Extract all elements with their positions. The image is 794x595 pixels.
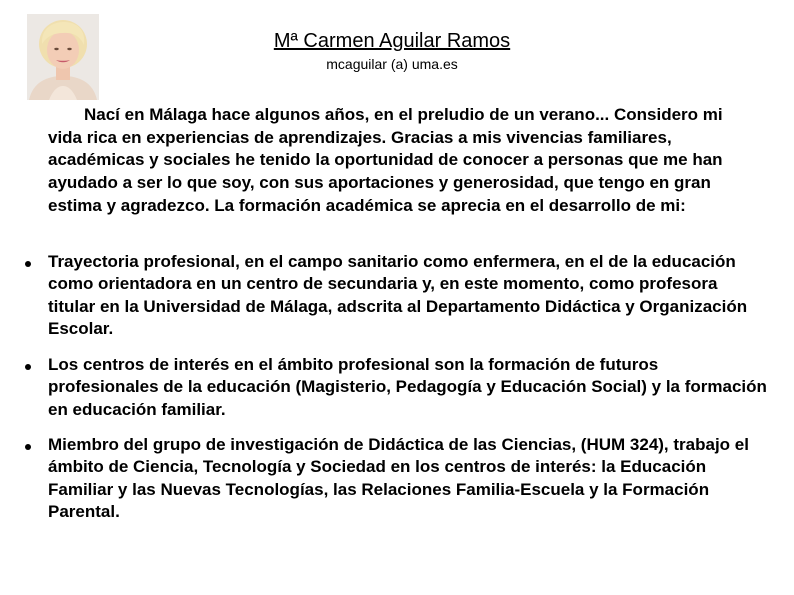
list-item-text: Trayectoria profesional, en el campo sanitario como enfermera, en el de la educación como orientadora en un centro de secundaria y, en este momento, como profesora titular en la Universidad de Málaga, adscrita al Departamento Didáctica y Organización Escolar. (48, 252, 748, 338)
bullet-icon (25, 444, 31, 450)
bullet-icon (25, 261, 31, 267)
list-item (48, 434, 768, 523)
contact-email: mcaguilar (a) uma.es (326, 56, 458, 72)
list-item (48, 354, 768, 421)
list-item (48, 251, 768, 340)
page-title: Mª Carmen Aguilar Ramos (273, 30, 511, 52)
bullet-icon (25, 364, 31, 370)
intro-paragraph: Nací en Málaga hace algunos años, en el preludio de un verano... Considero mi vida rica en experiencias de aprendizajes. Gracias a mis vivencias familiares, académicas y sociales he tenido la oportunidad de conocer a personas que me han ayudado a ser lo que soy, con sus aportaciones y generosidad, que tengo en gran estima y agradezco. La formación académica se aprecia en el desarrollo de mi: (48, 105, 723, 215)
list-item-text: Miembro del grupo de investigación de Didáctica de las Ciencias, (HUM 324), trabajo el ámbito de Ciencia, Tecnología y Sociedad en los centros de interés: la Educación Familiar y las Nuevas Tecnologías, las Relaciones Familia-Escuela y la Formación Parental. (48, 435, 749, 521)
list-item-text: Los centros de interés en el ámbito profesional son la formación de futuros profesionales de la educación (Magisterio, Pedagogía y Educación Social) y la formación en educación familiar. (48, 355, 767, 419)
